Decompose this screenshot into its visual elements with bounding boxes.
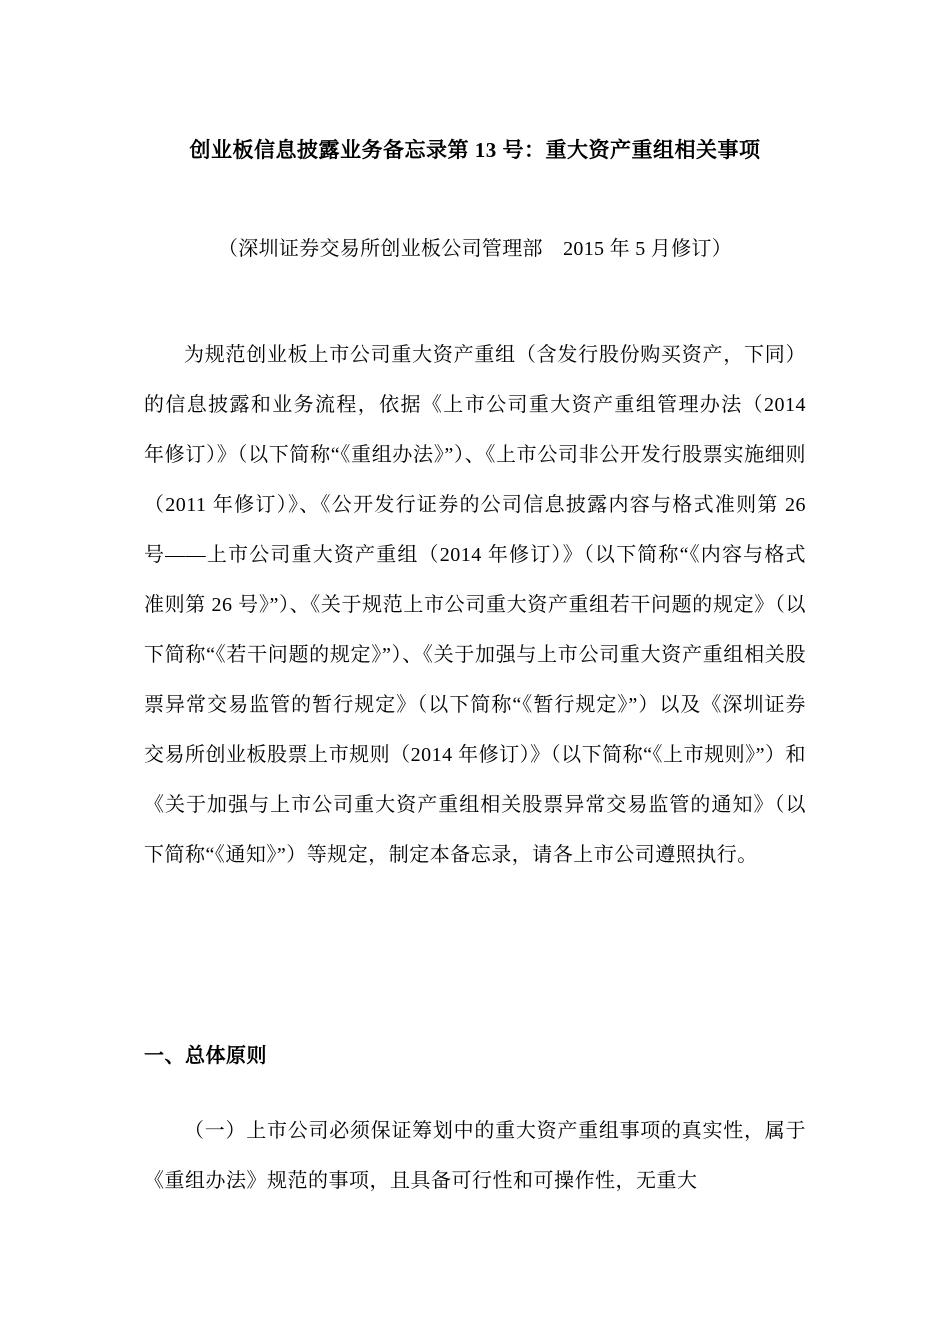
document-title: 创业板信息披露业务备忘录第 13 号：重大资产重组相关事项	[189, 138, 761, 162]
section-heading: 一、总体原则	[144, 1045, 267, 1067]
document-subtitle: （深圳证券交易所创业板公司管理部 2015 年 5 月修订）	[218, 238, 732, 260]
intro-paragraph: 为规范创业板上市公司重大资产重组（含发行股份购买资产，下同）的信息披露和业务流程，依据《上市公司重大资产重组管理办法（2014 年修订）》（以下简称“《重组办法》”）、《上市公司非公开发行股票实施细则（2011 年修订）》、《公开发行证券的公司信息披露内容与格式准则第 26 号——上市公司重大资产重组（2014 年修订）》（以下简称“《内容与格式准则第 26 号》”）、《关于规范上市公司重大资产重组若干问题的规定》（以下简称“《若干问题的规定》”）、《关于加强与上市公司重大资产重组相关股票异常交易监管的暂行规定》（以下简称“《暂行规定》”）以及《深圳证券交易所创业板股票上市规则（2014 年修订）》（以下简称“《上市规则》”）和《关于加强与上市公司重大资产重组相关股票异常交易监管的通知》（以下简称“《通知》”）等规定，制定本备忘录，请各上市公司遵照执行。	[144, 344, 806, 866]
section-paragraph: （一）上市公司必须保证筹划中的重大资产重组事项的真实性，属于《重组办法》规范的事项，且具备可行性和可操作性，无重大	[144, 1120, 806, 1192]
